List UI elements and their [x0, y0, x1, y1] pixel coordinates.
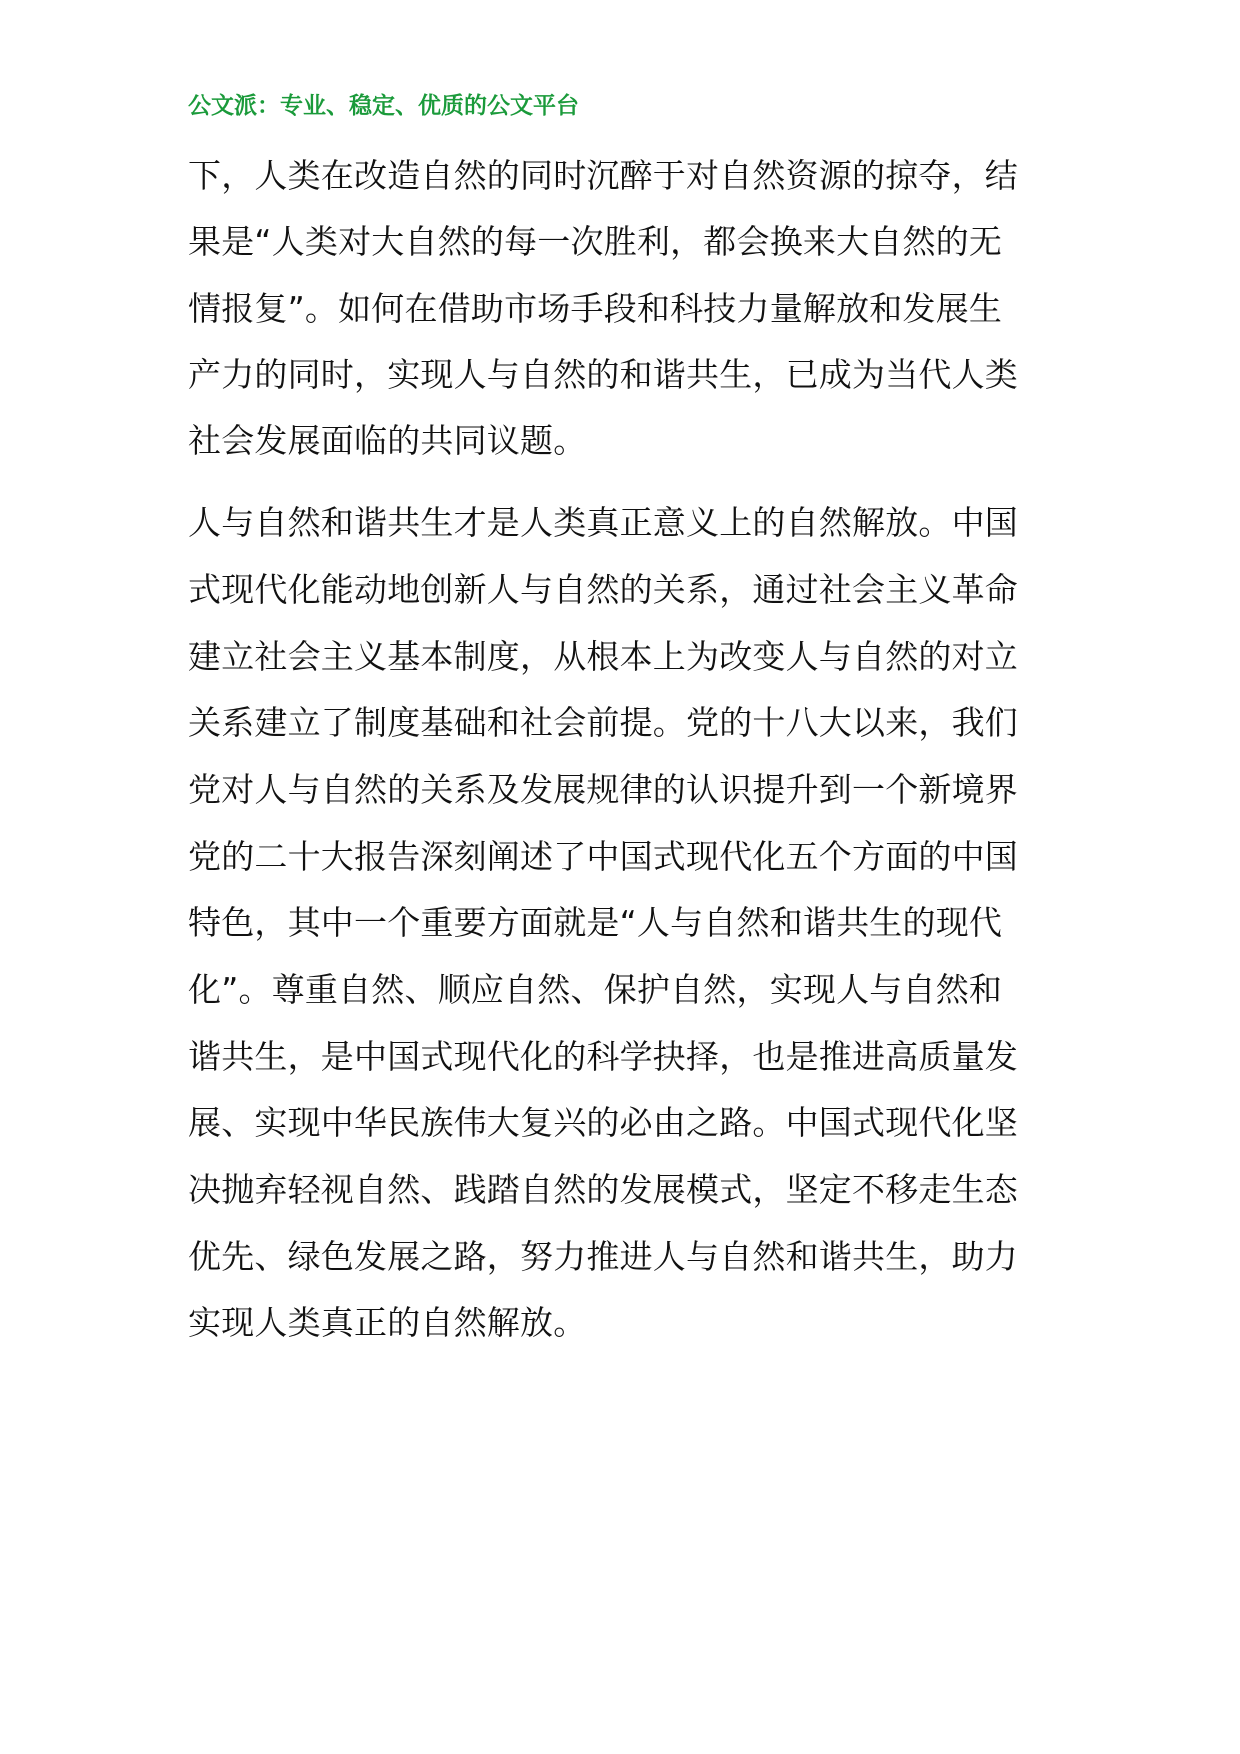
paragraph-line: 党的二十大报告深刻阐述了中国式现代化五个方面的中国 — [188, 837, 1018, 876]
paragraph-line: 式现代化能动地创新人与自然的关系，通过社会主义革命 — [188, 570, 1018, 609]
paragraph-line: 化”。尊重自然、顺应自然、保护自然，实现人与自然和 — [188, 970, 1003, 1009]
paragraph-line: 展、实现中华民族伟大复兴的必由之路。中国式现代化坚 — [188, 1103, 1018, 1142]
paragraph-line: 决抛弃轻视自然、践踏自然的发展模式，坚定不移走生态 — [188, 1170, 1018, 1209]
paragraph-line: 关系建立了制度基础和社会前提。党的十八大以来，我们 — [188, 703, 1018, 742]
paragraph-line: 特色，其中一个重要方面就是“人与自然和谐共生的现代 — [188, 903, 1003, 942]
paragraph-line: 下，人类在改造自然的同时沉醉于对自然资源的掠夺，结 — [188, 156, 1018, 195]
paragraph-line: 实现人类真正的自然解放。 — [188, 1303, 587, 1342]
paragraph-line: 党对人与自然的关系及发展规律的认识提升到一个新境界 — [188, 770, 1018, 809]
paragraph-line: 产力的同时，实现人与自然的和谐共生，已成为当代人类 — [188, 355, 1018, 394]
page-header-title: 公文派：专业、稳定、优质的公文平台 — [188, 93, 579, 119]
paragraph-line: 优先、绿色发展之路，努力推进人与自然和谐共生，助力 — [188, 1237, 1018, 1276]
paragraph-line: 建立社会主义基本制度，从根本上为改变人与自然的对立 — [188, 637, 1018, 676]
paragraph-line: 谐共生，是中国式现代化的科学抉择，也是推进高质量发 — [188, 1037, 1018, 1076]
paragraph-line: 社会发展面临的共同议题。 — [188, 421, 587, 460]
paragraph-line: 果是“人类对大自然的每一次胜利，都会换来大自然的无 — [188, 222, 1003, 261]
paragraph-line: 情报复”。如何在借助市场手段和科技力量解放和发展生 — [188, 289, 1003, 328]
paragraph-line: 人与自然和谐共生才是人类真正意义上的自然解放。中国 — [188, 503, 1018, 542]
